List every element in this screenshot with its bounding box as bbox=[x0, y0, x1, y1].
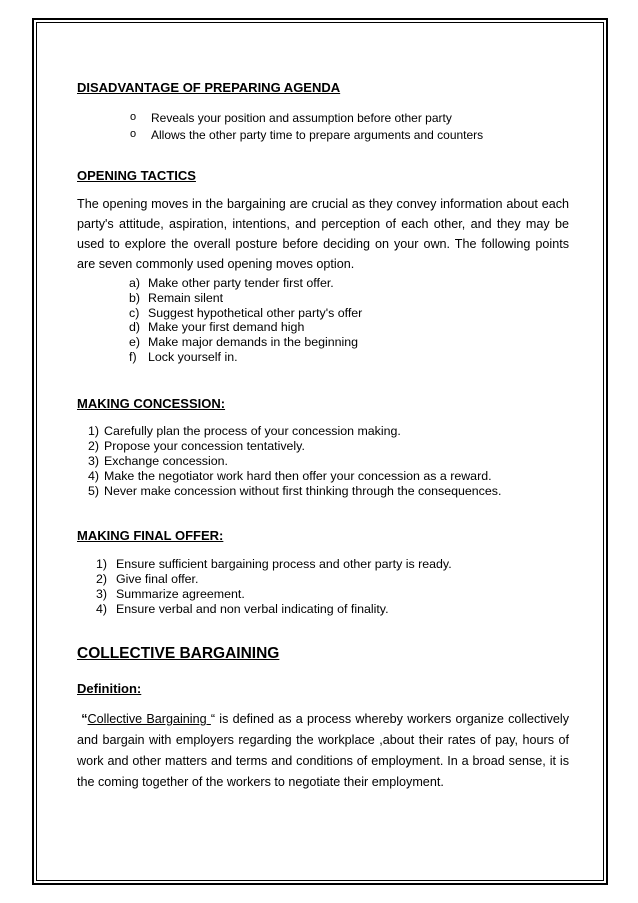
list-marker: 2) bbox=[96, 572, 108, 586]
list-item bbox=[88, 439, 501, 454]
list-item: o Allows the other party time to prepare arguments and counters bbox=[129, 127, 483, 144]
list-marker: e) bbox=[129, 335, 141, 350]
definition-paragraph bbox=[77, 709, 569, 793]
definition-text: is defined as a process whereby workers organize collectively and bargain with employers regarding the workplace ,about their rates of pay, hours of work and other matters and terms and conditions of employment. In a broad sense, it is the coming together of the workers to negotiate their employment. bbox=[77, 712, 569, 789]
list-text: Make the negotiator work hard then offer your concession as a reward. bbox=[104, 469, 492, 483]
final-offer-list bbox=[96, 557, 452, 617]
heading-opening-tactics: OPENING TACTICS bbox=[77, 168, 196, 183]
list-item bbox=[88, 469, 501, 484]
list-text: Propose your concession tentatively. bbox=[104, 439, 305, 453]
disadvantage-list bbox=[129, 110, 483, 144]
list-marker: f) bbox=[129, 349, 137, 364]
list-item bbox=[129, 276, 362, 291]
list-item bbox=[88, 454, 501, 469]
list-text: Summarize agreement. bbox=[116, 587, 245, 601]
list-text: Ensure verbal and non verbal indicating of finality. bbox=[116, 602, 389, 616]
list-item bbox=[129, 306, 362, 321]
list-text: Exchange concession. bbox=[104, 454, 228, 468]
list-item: o Reveals your position and assumption before other party bbox=[129, 110, 483, 127]
concession-list bbox=[88, 424, 501, 499]
list-text: Ensure sufficient bargaining process and other party is ready. bbox=[116, 557, 452, 571]
opening-paragraph: The opening moves in the bargaining are crucial as they convey information about each party's attitude, aspiration, intentions, and perception of each other, and they may be used to explore the overall posture before deciding on your own. The following points are seven commonly used opening moves option. bbox=[77, 197, 569, 271]
list-marker: b) bbox=[129, 290, 141, 305]
list-text: Give final offer. bbox=[116, 572, 199, 586]
list-item bbox=[129, 291, 362, 306]
list-marker: 3) bbox=[96, 587, 108, 601]
list-text: Remain silent bbox=[148, 290, 224, 305]
heading-making-concession: MAKING CONCESSION: bbox=[77, 396, 226, 411]
defined-term: Collective Bargaining bbox=[87, 712, 211, 726]
list-text: Make your first demand high bbox=[148, 320, 305, 335]
list-item bbox=[88, 484, 501, 499]
list-marker: 4) bbox=[96, 602, 108, 616]
list-text: Carefully plan the process of your concession making. bbox=[104, 424, 401, 438]
heading-making-final-offer: MAKING FINAL OFFER: bbox=[77, 528, 224, 543]
list-item bbox=[96, 572, 452, 587]
list-marker: 1) bbox=[88, 424, 100, 438]
list-text: Suggest hypothetical other party's offer bbox=[148, 305, 363, 320]
list-text: Make other party tender first offer. bbox=[148, 276, 334, 290]
heading-disadvantage: DISADVANTAGE OF PREPARING AGENDA bbox=[77, 80, 341, 95]
list-marker: 5) bbox=[88, 484, 100, 498]
list-item bbox=[88, 424, 501, 439]
list-item bbox=[96, 602, 452, 617]
list-marker: 3) bbox=[88, 454, 100, 468]
list-item bbox=[129, 335, 362, 350]
list-text: Lock yourself in. bbox=[148, 349, 238, 364]
heading-collective-bargaining: COLLECTIVE BARGAINING bbox=[77, 645, 280, 662]
heading-definition: Definition: bbox=[77, 681, 142, 696]
list-marker: a) bbox=[129, 276, 141, 290]
list-marker: 4) bbox=[88, 469, 100, 483]
list-marker: c) bbox=[129, 305, 140, 320]
list-item bbox=[96, 587, 452, 602]
list-item bbox=[96, 557, 452, 572]
list-item bbox=[129, 350, 362, 365]
list-marker: d) bbox=[129, 320, 141, 335]
list-marker: 1) bbox=[96, 557, 108, 571]
close-quote: “ bbox=[210, 712, 216, 726]
opening-moves-list bbox=[129, 276, 362, 365]
list-marker: 2) bbox=[88, 439, 100, 453]
list-text: Never make concession without first thinking through the consequences. bbox=[104, 484, 502, 498]
open-quote: “ bbox=[81, 712, 88, 726]
list-text: Make major demands in the beginning bbox=[148, 335, 359, 350]
list-item bbox=[129, 320, 362, 335]
